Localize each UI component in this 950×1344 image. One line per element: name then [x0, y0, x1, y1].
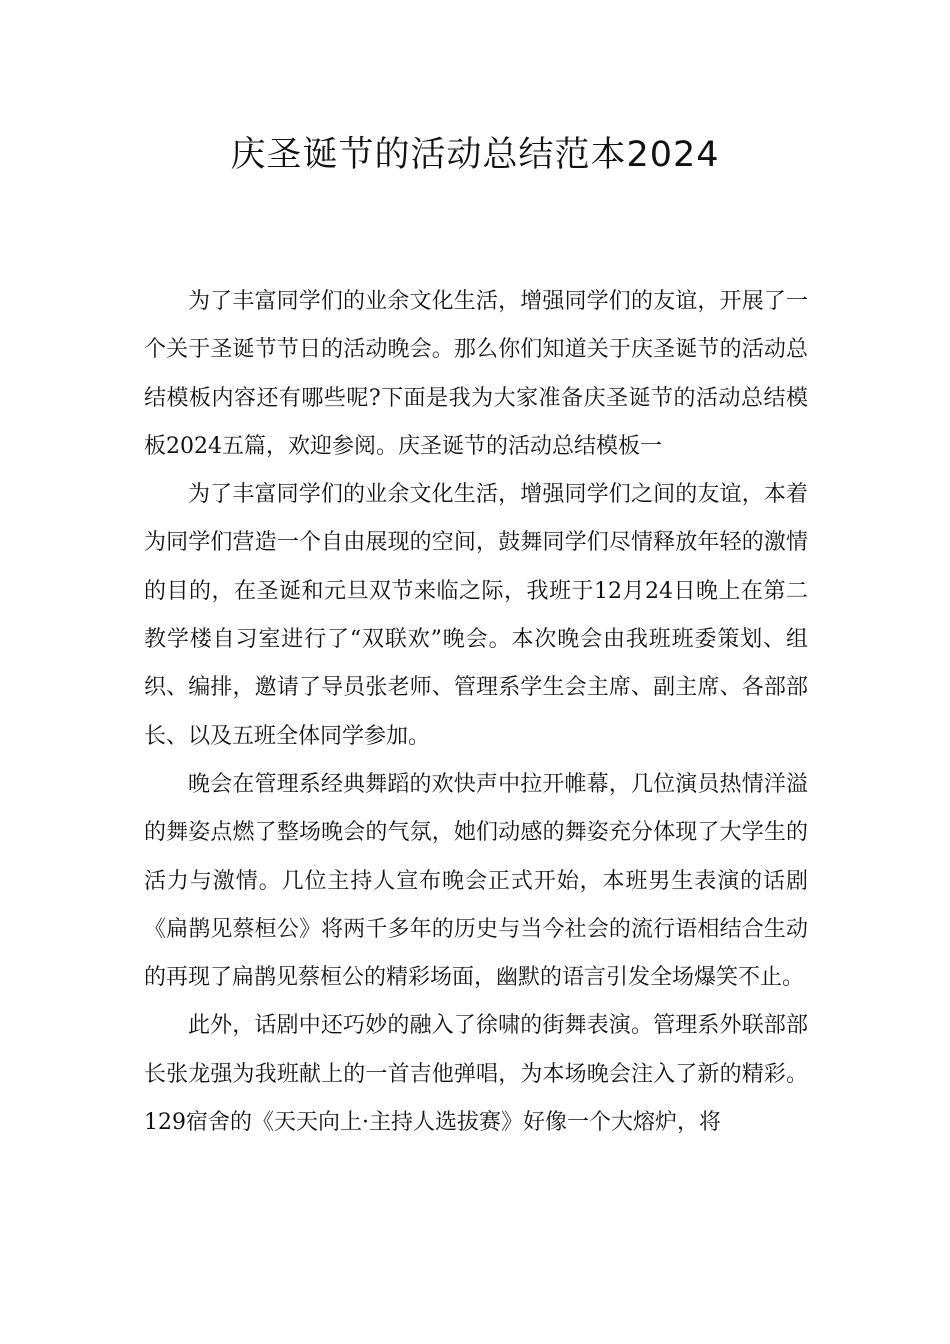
document-title: 庆圣诞节的活动总结范本2024 [230, 135, 720, 175]
paragraph: 此外，话剧中还巧妙的融入了徐啸的街舞表演。管理系外联部部长张龙强为我班献上的一首吉他弹唱，为本场晚会注入了新的精彩。129宿舍的《天天向上·主持人选拔赛》好像一个大熔炉，将 [144, 1013, 808, 1136]
document-body [144, 278, 808, 1147]
paragraph: 为了丰富同学们的业余文化生活，增强同学们之间的友谊，本着为同学们营造一个自由展现的空间，鼓舞同学们尽情释放年轻的激情的目的，在圣诞和元旦双节来临之际，我班于12月24日晚上在第二教学楼自习室进行了“双联欢”晚会。本次晚会由我班班委策划、组织、编排，邀请了导员张老师、管理系学生会主席、副主席、各部部长、以及五班全体同学参加。 [144, 482, 808, 749]
paragraph: 晚会在管理系经典舞蹈的欢快声中拉开帷幕，几位演员热情洋溢的舞姿点燃了整场晚会的气氛，她们动感的舞姿充分体现了大学生的活力与激情。几位主持人宣布晚会正式开始，本班男生表演的话剧《扁鹊见蔡桓公》将两千多年的历史与当今社会的流行语相结合生动的再现了扁鹊见蔡桓公的精彩场面，幽默的语言引发全场爆笑不止。 [144, 771, 808, 991]
paragraph: 为了丰富同学们的业余文化生活，增强同学们的友谊，开展了一个关于圣诞节节日的活动晚会。那么你们知道关于庆圣诞节的活动总结模板内容还有哪些呢?下面是我为大家准备庆圣诞节的活动总结模板2024五篇，欢迎参阅。庆圣诞节的活动总结模板一 [144, 289, 808, 459]
